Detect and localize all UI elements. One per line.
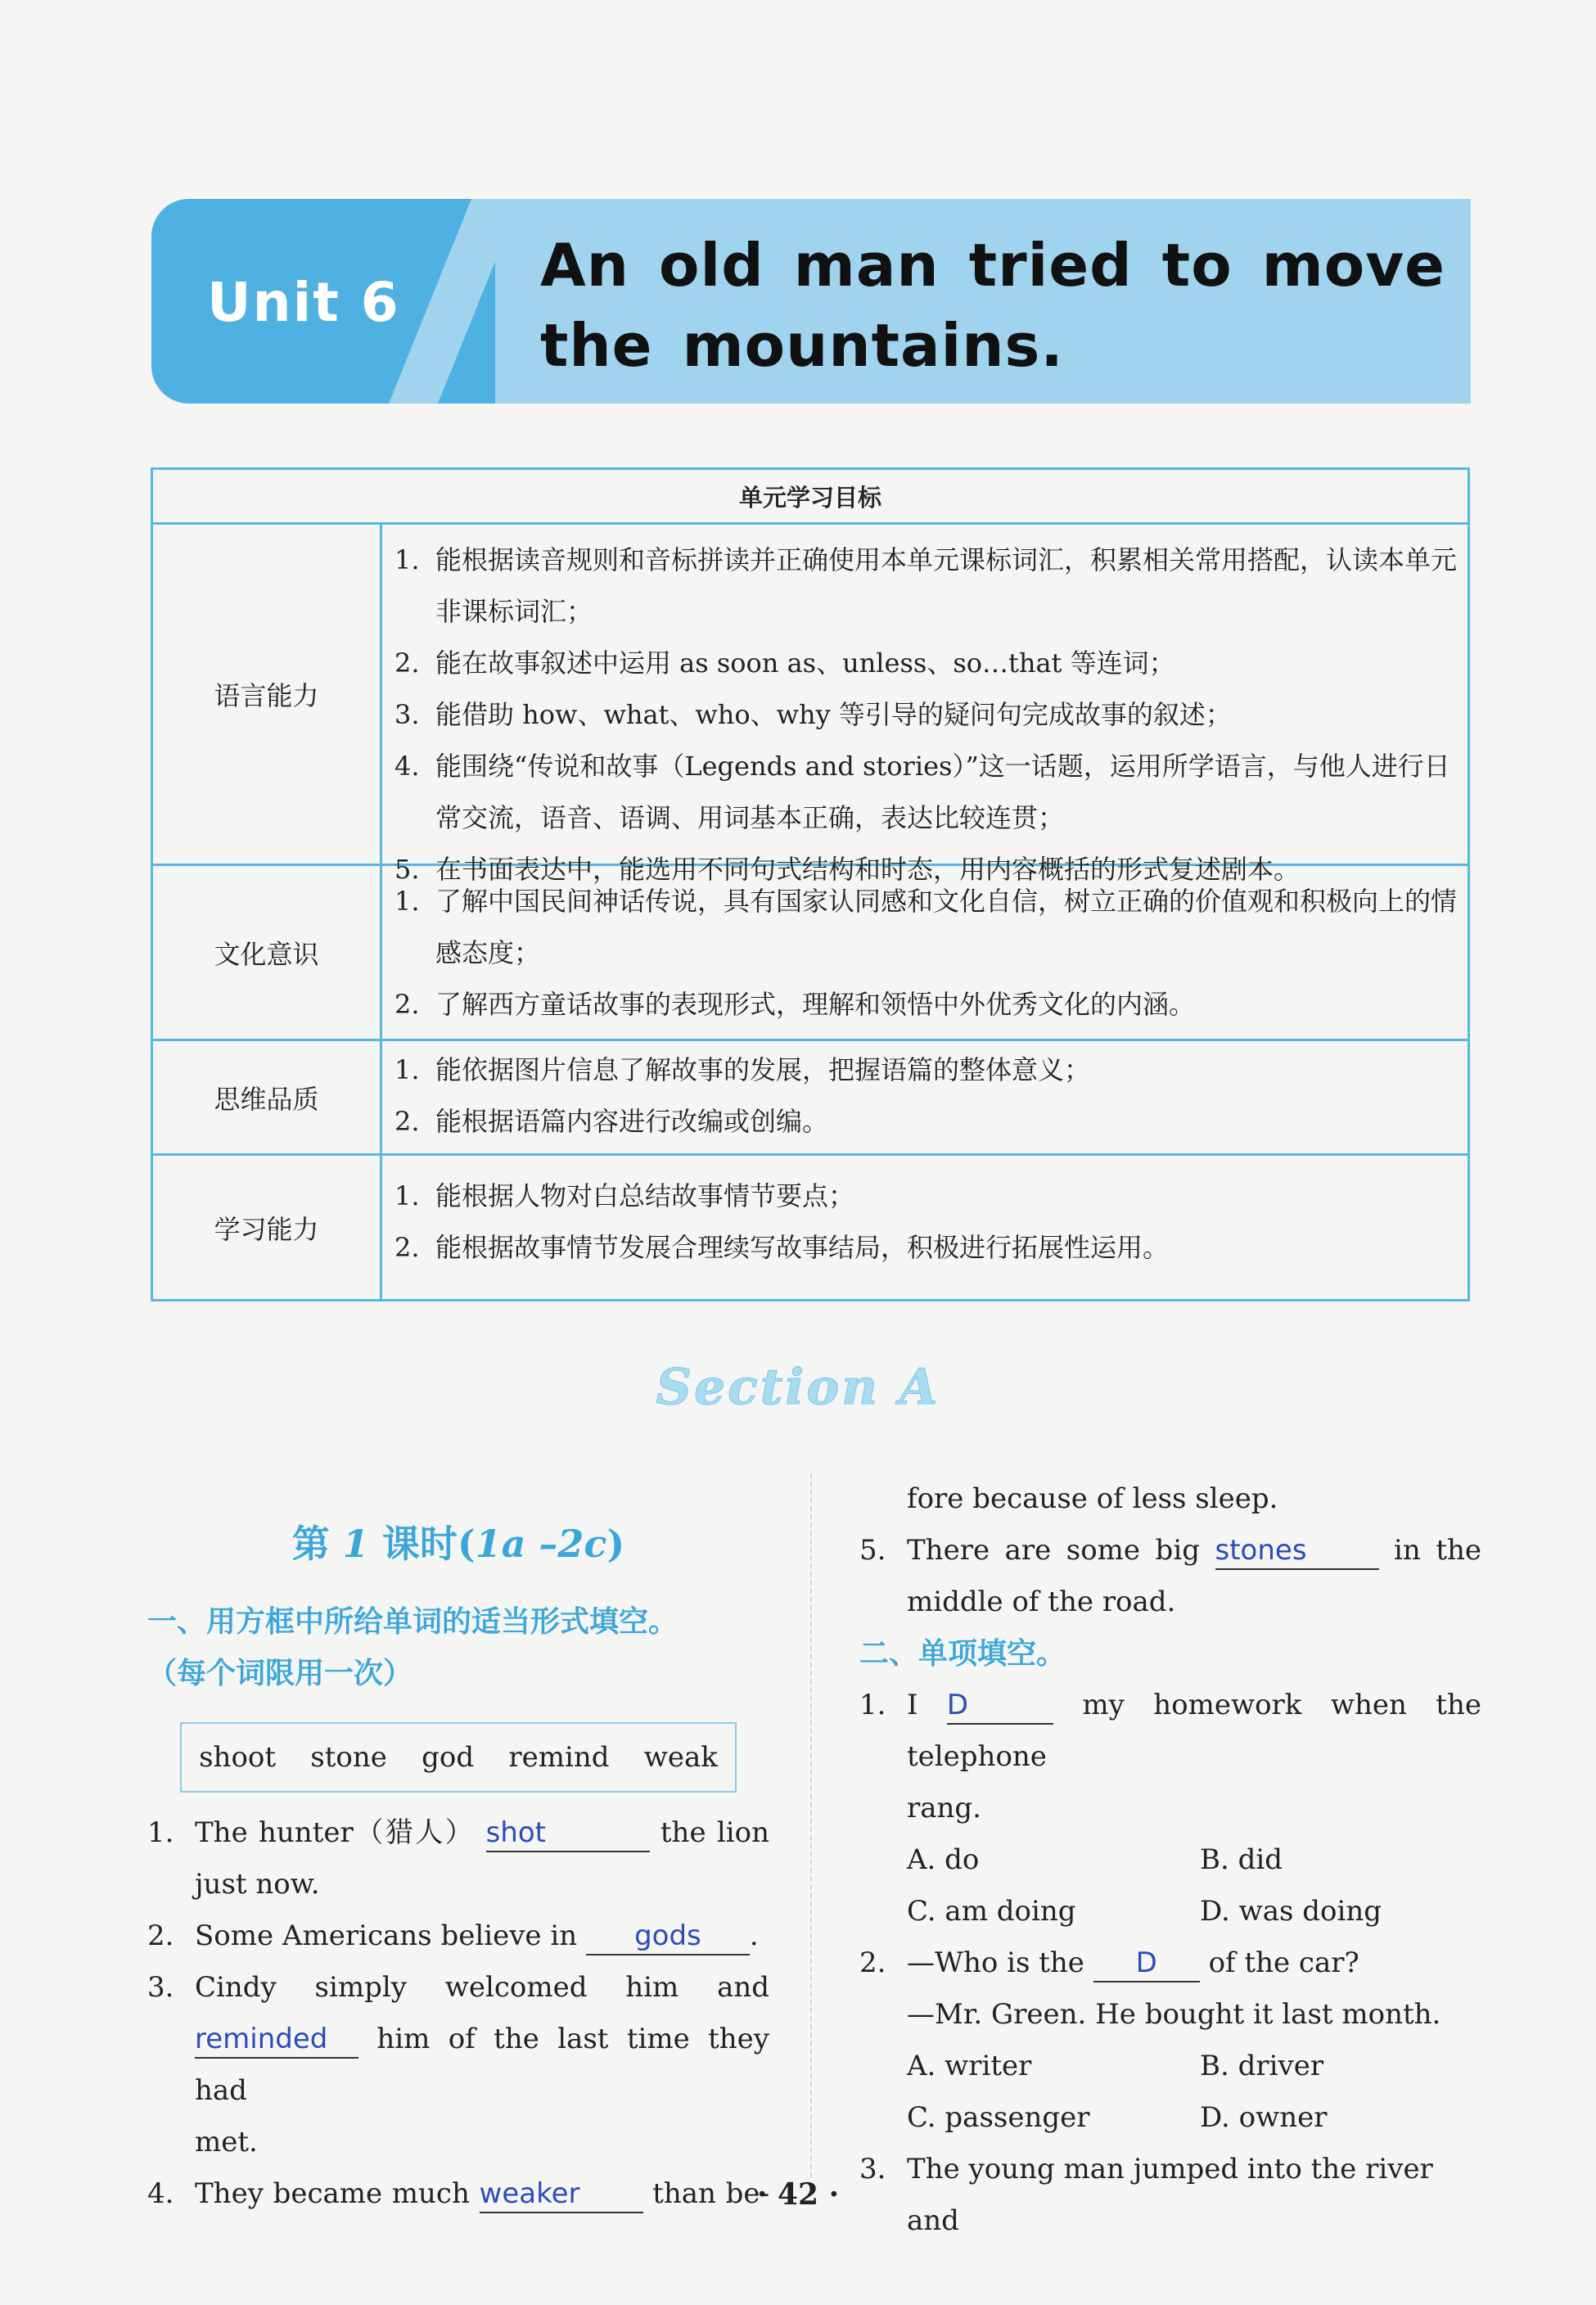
fill-question-4: 4. They became much weaker than be- [147, 2168, 769, 2220]
fill-question-5: 5. There are some big stones in the middle of the road. [859, 1534, 1482, 1618]
objective-item: 1. 能依据图片信息了解故事的发展，把握语篇的整体意义； [394, 1054, 1091, 1085]
objective-item: 1. 了解中国民间神话传说，具有国家认同感和文化自信，树立正确的价值观和积极向上的情感态度； [394, 886, 1458, 968]
objective-item: 2. 能根据故事情节发展合理续写故事结局，积极进行拓展性运用。 [394, 1232, 1170, 1263]
objective-row-thinking [153, 1041, 1468, 1156]
section-title: Section A [656, 1359, 940, 1416]
part1-title: 一、用方框中所给单词的适当形式填空。 （每个词限用一次） [147, 1605, 679, 1690]
unit-label: Unit 6 [207, 271, 400, 334]
answer-blank[interactable]: D [947, 1687, 1053, 1725]
right-column [859, 1473, 1481, 2247]
objective-item: 1. 能根据人物对白总结故事情节要点； [394, 1180, 855, 1211]
word-box-item: stone [310, 1741, 387, 1774]
objective-items [394, 535, 1458, 895]
answer-blank[interactable]: D [1093, 1945, 1200, 1982]
fill-question-2: 2. Some Americans believe in gods . [147, 1910, 769, 1962]
option[interactable]: B. did [1200, 1843, 1283, 1876]
word-box-item: remind [508, 1741, 610, 1774]
fill-question-4-continued: fore because of less sleep. [907, 1482, 1278, 1515]
word-box-item: weak [643, 1741, 718, 1774]
option[interactable]: B. driver [1200, 2050, 1324, 2082]
objective-items [394, 1171, 1458, 1274]
word-box [180, 1722, 737, 1793]
option[interactable]: D. was doing [1200, 1895, 1382, 1928]
objective-items [394, 876, 1458, 1031]
page-number: · 42 · [756, 2177, 840, 2212]
choice-options [859, 2092, 1481, 2144]
left-column [147, 1473, 769, 2220]
objective-category: 思维品质 [153, 1041, 382, 1153]
option[interactable]: A. do [907, 1843, 980, 1876]
unit-banner [151, 199, 1471, 404]
objective-category: 学习能力 [153, 1156, 382, 1299]
objectives-table [151, 467, 1470, 1301]
lesson-title: 第 1 课时(1a –2c) [291, 1522, 625, 1566]
objective-row-culture [153, 866, 1468, 1041]
choice-question-2: 2. —Who is the D of the car? —Mr. Green. He bought it last month. [859, 1946, 1441, 2031]
objective-item: 2. 能在故事叙述中运用 as soon as、unless、so…that 等连词； [394, 647, 1175, 679]
unit-title [540, 225, 1457, 386]
objective-category: 文化意识 [153, 866, 382, 1039]
fill-question-1: 1. The hunter（猎人） shot the lion just now. [147, 1816, 769, 1901]
objective-items [394, 1044, 1458, 1148]
choice-options [859, 1834, 1481, 1886]
answer-blank[interactable]: weaker [480, 2176, 643, 2213]
objective-item: 4. 能围绕“传说和故事（Legends and stories）”这一话题，运用所学语言，与他人进行日常交流，语音、语调、用词基本正确，表达比较连贯； [394, 751, 1450, 833]
answer-blank[interactable]: gods [586, 1918, 750, 1955]
unit-title-line1: An old man tried to move [540, 231, 1445, 300]
word-box-item: shoot [199, 1741, 277, 1774]
column-divider [810, 1473, 812, 2177]
objective-row-language [153, 525, 1468, 885]
choice-options [859, 1886, 1481, 1937]
option[interactable]: A. writer [907, 2050, 1032, 2082]
objective-row-learning [153, 1156, 1468, 1299]
answer-blank[interactable]: shot [486, 1815, 650, 1852]
choice-question-3: 3. The young man jumped into the river and [859, 2153, 1433, 2237]
unit-title-line2: the mountains. [540, 311, 1064, 380]
objective-item: 2. 了解西方童话故事的表现形式，理解和领悟中外优秀文化的内涵。 [394, 989, 1196, 1020]
objectives-header: 单元学习目标 [153, 470, 1468, 525]
choice-options [859, 2041, 1481, 2092]
objective-item: 2. 能根据语篇内容进行改编或创编。 [394, 1106, 829, 1137]
fill-question-3: 3. Cindy simply welcomed him and reminded him of the last time they had met. [147, 1971, 769, 2158]
objective-category: 语言能力 [153, 525, 382, 864]
objective-item: 1. 能根据读音规则和音标拼读并正确使用本单元课标词汇，积累相关常用搭配，认读本单元非课标词汇； [394, 544, 1458, 627]
objective-item: 5. 在书面表达中，能选用不同句式结构和时态，用内容概括的形式复述剧本。 [394, 854, 1301, 885]
answer-blank[interactable]: reminded [195, 2021, 358, 2059]
objective-item: 3. 能借助 how、what、who、why 等引导的疑问句完成故事的叙述； [394, 699, 1232, 730]
part2-title: 二、单项填空。 [859, 1637, 1066, 1671]
choice-question-1: 1. I D my homework when the telephone rang. [859, 1689, 1481, 1825]
word-box-item: god [422, 1741, 475, 1774]
answer-blank[interactable]: stones [1215, 1532, 1379, 1570]
option[interactable]: D. owner [1200, 2101, 1328, 2134]
option[interactable]: C. passenger [907, 2101, 1090, 2134]
option[interactable]: C. am doing [907, 1895, 1076, 1928]
